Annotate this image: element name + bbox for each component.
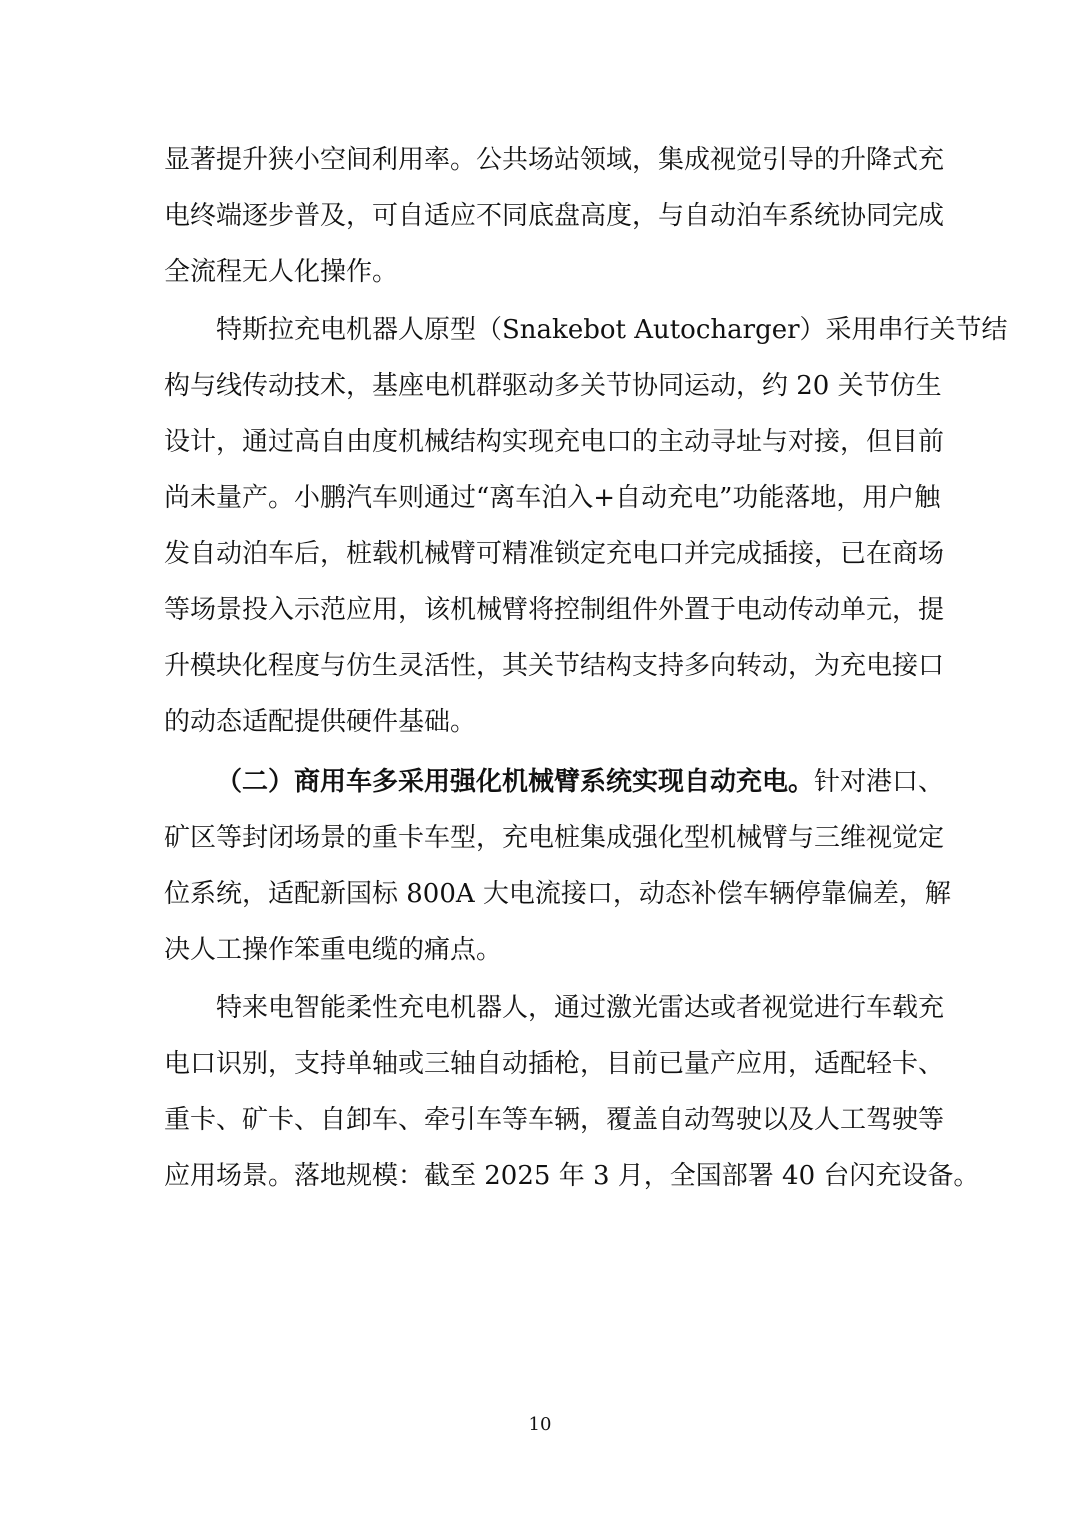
paragraph-2-line-1: 特斯拉充电机器人原型（Snakebot Autocharger）采用串行关节结 xyxy=(216,315,1008,345)
page-number: 10 xyxy=(528,1414,552,1435)
paragraph-2-line-3: 设计，通过高自由度机械结构实现充电口的主动寻址与对接，但目前 xyxy=(164,427,945,457)
section-heading-tail: 针对港口、 xyxy=(814,767,945,797)
paragraph-1-line-3: 全流程无人化操作。 xyxy=(164,257,399,287)
paragraph-4-line-3: 重卡、矿卡、自卸车、牵引车等车辆，覆盖自动驾驶以及人工驾驶等 xyxy=(164,1105,945,1135)
paragraph-4-line-2: 电口识别，支持单轴或三轴自动插枪，目前已量产应用，适配轻卡、 xyxy=(164,1049,945,1079)
paragraph-2-line-4: 尚未量产。小鹏汽车则通过“离车泊入+自动充电”功能落地，用户触 xyxy=(164,483,941,513)
section-heading: （二）商用车多采用强化机械臂系统实现自动充电。 xyxy=(216,767,815,797)
paragraph-3-line-1 xyxy=(216,764,945,800)
paragraph-3-line-2: 矿区等封闭场景的重卡车型，充电桩集成强化型机械臂与三维视觉定 xyxy=(164,823,945,853)
paragraph-4-line-4: 应用场景。落地规模：截至 2025 年 3 月，全国部署 40 台闪充设备。 xyxy=(164,1161,980,1191)
paragraph-2-line-7: 升模块化程度与仿生灵活性，其关节结构支持多向转动，为充电接口 xyxy=(164,651,945,681)
paragraph-4-line-1: 特来电智能柔性充电机器人，通过激光雷达或者视觉进行车载充 xyxy=(216,993,945,1023)
paragraph-2-line-5: 发自动泊车后，桩载机械臂可精准锁定充电口并完成插接，已在商场 xyxy=(164,539,945,569)
paragraph-1-line-2: 电终端逐步普及，可自适应不同底盘高度，与自动泊车系统协同完成 xyxy=(164,201,945,231)
paragraph-1-line-1: 显著提升狭小空间利用率。公共场站领域，集成视觉引导的升降式充 xyxy=(164,145,945,175)
paragraph-2-line-2: 构与线传动技术，基座电机群驱动多关节协同运动，约 20 关节仿生 xyxy=(164,371,942,401)
paragraph-3-line-3: 位系统，适配新国标 800A 大电流接口，动态补偿车辆停靠偏差，解 xyxy=(164,879,951,909)
paragraph-3-line-4: 决人工操作笨重电缆的痛点。 xyxy=(164,935,503,965)
paragraph-2-line-8: 的动态适配提供硬件基础。 xyxy=(164,707,477,737)
paragraph-2-line-6: 等场景投入示范应用，该机械臂将控制组件外置于电动传动单元，提 xyxy=(164,595,945,625)
